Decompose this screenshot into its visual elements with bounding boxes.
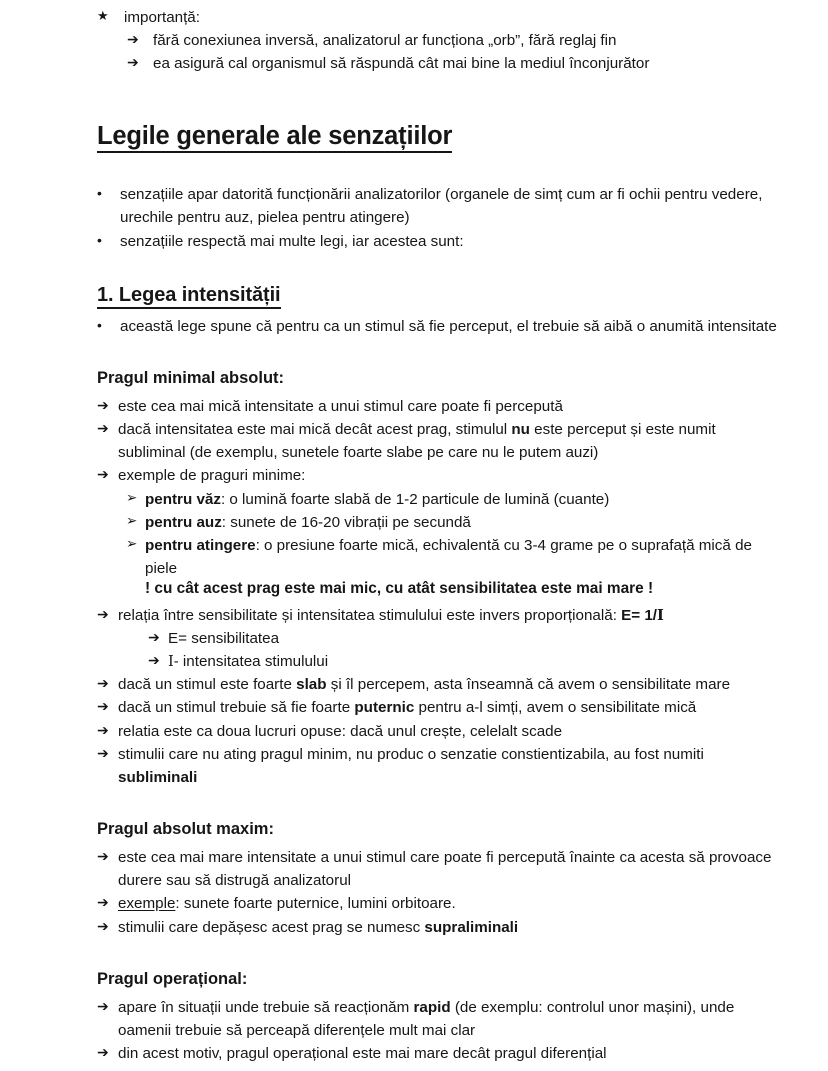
law1-bullet: această lege spune că pentru ca un stimul să fie perceput, el trebuie să aibă o anumită intensitate: [120, 317, 777, 335]
arrow-bullet-icon: ➔: [97, 1044, 109, 1061]
text-emphasis: pentru atingere: [145, 536, 256, 554]
heading-prag-maxim: Pragul absolut maxim:: [97, 819, 274, 838]
prag-operational-item-1: [118, 1042, 778, 1065]
list-item: [97, 230, 778, 253]
arrow-bullet-icon: ➔: [97, 605, 109, 622]
list-item: [97, 627, 778, 650]
list-item: [97, 6, 778, 29]
arrow-bullet-icon: ➔: [148, 629, 160, 646]
importanta-item-0: fără conexiunea inversă, analizatorul ar funcționa „orb”, fără reglaj fin: [153, 32, 617, 50]
text-part: este perceput și este numit subliminal (de exemplu, sunetele foarte slabe pe care nu le putem auzi): [118, 421, 716, 462]
list-item: [97, 534, 778, 580]
arrow-bullet-icon: ➔: [127, 31, 139, 48]
text-part: : o lumină foarte slabă de 1-2 particule de lumină (cuante): [220, 490, 610, 508]
text-emphasis: supraliminali: [424, 918, 519, 936]
formula-variable: I: [657, 606, 664, 624]
text-part: (de exemplu: controlul unor mașini), unde oamenii trebuie să perceapă diferențele mult mai clar: [118, 999, 735, 1040]
dot-bullet-icon: •: [97, 316, 102, 333]
prag-maxim-item-0: [118, 846, 778, 892]
spacer: [97, 153, 778, 183]
list-item: [97, 673, 778, 696]
text-emphasis: subliminali: [118, 768, 198, 786]
star-bullet-icon: ★: [97, 8, 109, 23]
spacer: [97, 338, 778, 368]
dot-bullet-icon: •: [97, 185, 102, 202]
text-part: și îl percepem, asta înseamnă că avem o sensibilitate mare: [326, 676, 731, 694]
arrow-bullet-icon: ➔: [148, 652, 160, 669]
list-item: [97, 511, 778, 534]
importanta-item-1: ea asigură cal organismul să răspundă cât mai bine la mediul înconjurător: [153, 55, 650, 73]
legend-desc: sensibilitatea: [187, 630, 280, 648]
list-item: [97, 892, 778, 915]
spacer: [97, 75, 778, 121]
formula-prefix: E= 1/: [621, 606, 658, 624]
prag-minimal-after-2: [118, 720, 778, 743]
text-part: apare în situații unde trebuie să reacționăm: [118, 999, 414, 1017]
list-item: [97, 183, 778, 229]
text-part: din acest motiv, pragul operațional este mai mare decât pragul diferențial: [118, 1045, 607, 1063]
arrow-bullet-icon: ➔: [97, 698, 109, 715]
spacer: [97, 789, 778, 819]
text-emphasis: slab: [296, 676, 327, 694]
spacer: [97, 939, 778, 969]
text-part: : sunete foarte puternice, lumini orbitoare.: [175, 895, 456, 913]
text-part: dacă intensitatea este mai mică decât acest prag, stimulul: [118, 421, 512, 439]
prag-maxim-item-1: [118, 892, 778, 915]
angle-bullet-icon: ➢: [126, 512, 138, 528]
heading-prag-minimal: Pragul minimal absolut:: [97, 368, 285, 387]
list-item: [97, 488, 778, 511]
text-part: dacă un stimul este foarte: [118, 676, 297, 694]
page-title: Legile generale ale senzațiilor: [97, 121, 452, 153]
text-part: dacă un stimul trebuie să fie foarte: [118, 699, 355, 717]
list-item: [97, 1042, 778, 1065]
arrow-bullet-icon: ➔: [97, 998, 109, 1015]
text-emphasis: pentru văz: [145, 490, 221, 508]
intro-bullet-0: senzațiile apar datorită funcționării analizatorilor (organele de simț cum ar fi ochii pentru vedere, urechile pentru auz, pielea pentru atingere): [120, 186, 763, 227]
text-part: pentru a-l simți, avem o sensibilitate mică: [414, 699, 697, 717]
prag-minimal-note: ! cu cât acest prag este mai mic, cu atât sensibilitatea este mai mare !: [145, 579, 654, 597]
arrow-bullet-icon: ➔: [97, 894, 109, 911]
text-part: stimulii care depășesc acest prag se numesc: [118, 918, 425, 936]
heading-prag-operational: Pragul operațional:: [97, 969, 248, 988]
example-item-1: [145, 511, 778, 534]
prag-maxim-item-2: [118, 916, 778, 939]
angle-bullet-icon: ➢: [126, 489, 138, 505]
legend-var: I-: [168, 653, 179, 671]
arrow-bullet-icon: ➔: [97, 675, 109, 692]
arrow-bullet-icon: ➔: [97, 848, 109, 865]
text-emphasis: puternic: [354, 699, 415, 717]
dot-bullet-icon: •: [97, 231, 102, 248]
arrow-bullet-icon: ➔: [97, 721, 109, 738]
text-part: relația între sensibilitate și intensitatea stimulului este invers proporțională:: [118, 606, 622, 624]
list-item: [97, 418, 778, 464]
prag-minimal-after-3: [118, 743, 778, 789]
list-item: [97, 720, 778, 743]
text-emphasis: rapid: [413, 999, 451, 1017]
prag-minimal-item-1: [118, 418, 778, 464]
intro-bullet-1: senzațiile respectă mai multe legi, iar acestea sunt:: [120, 232, 464, 250]
text-part: : o presiune foarte mică, echivalentă cu 3-4 grame pe o suprafață mică de piele: [145, 536, 752, 577]
list-item: [97, 315, 778, 338]
list-item: [97, 846, 778, 892]
example-item-0: [145, 488, 778, 511]
text-underlined: exemple: [118, 895, 176, 913]
spacer: [97, 253, 778, 283]
angle-bullet-icon: ➢: [126, 535, 138, 551]
list-item: [97, 916, 778, 939]
prag-minimal-after-0: [118, 673, 778, 696]
text-part: este cea mai mare intensitate a unui stimul care poate fi percepută înainte ca acesta să provoace durere sau să distrugă analizatorul: [118, 849, 772, 890]
legend-desc: intensitatea stimulului: [178, 653, 329, 671]
prag-operational-item-0: [118, 996, 778, 1042]
list-item: [97, 395, 778, 418]
list-item: [97, 743, 778, 789]
formula-legend-0: [168, 627, 778, 650]
text-part: este cea mai mică intensitate a unui stimul care poate fi percepută: [118, 398, 563, 416]
arrow-bullet-icon: ➔: [97, 397, 109, 414]
list-item: [97, 604, 778, 627]
list-item: [97, 996, 778, 1042]
prag-minimal-item-2: [118, 464, 778, 487]
list-item: [97, 52, 778, 75]
text-emphasis: pentru auz: [145, 513, 222, 531]
prag-minimal-item-0: [118, 395, 778, 418]
prag-minimal-after-1: [118, 696, 778, 719]
list-item: [97, 29, 778, 52]
text-part: : sunete de 16-20 vibrații pe secundă: [221, 513, 471, 531]
arrow-bullet-icon: ➔: [97, 420, 109, 437]
list-item: [97, 464, 778, 487]
text-part: stimulii care nu ating pragul minim, nu produc o senzatie constientizabila, au fost numiti: [118, 745, 704, 763]
formula-legend-1: [168, 650, 778, 673]
arrow-bullet-icon: ➔: [97, 466, 109, 483]
text-part: relatia este ca doua lucruri opuse: dacă unul crește, celelalt scade: [118, 722, 563, 740]
section-heading-law-1: 1. Legea intensității: [97, 283, 281, 309]
arrow-bullet-icon: ➔: [97, 744, 109, 761]
example-item-2: [145, 534, 778, 580]
importanta-label: importanță:: [124, 9, 200, 26]
relation-text: [118, 604, 778, 627]
list-item: [97, 696, 778, 719]
list-item: [97, 650, 778, 673]
arrow-bullet-icon: ➔: [127, 54, 139, 71]
text-part: exemple de praguri minime:: [118, 467, 306, 485]
text-emphasis: nu: [511, 421, 530, 439]
legend-var: E=: [168, 630, 187, 648]
arrow-bullet-icon: ➔: [97, 917, 109, 934]
